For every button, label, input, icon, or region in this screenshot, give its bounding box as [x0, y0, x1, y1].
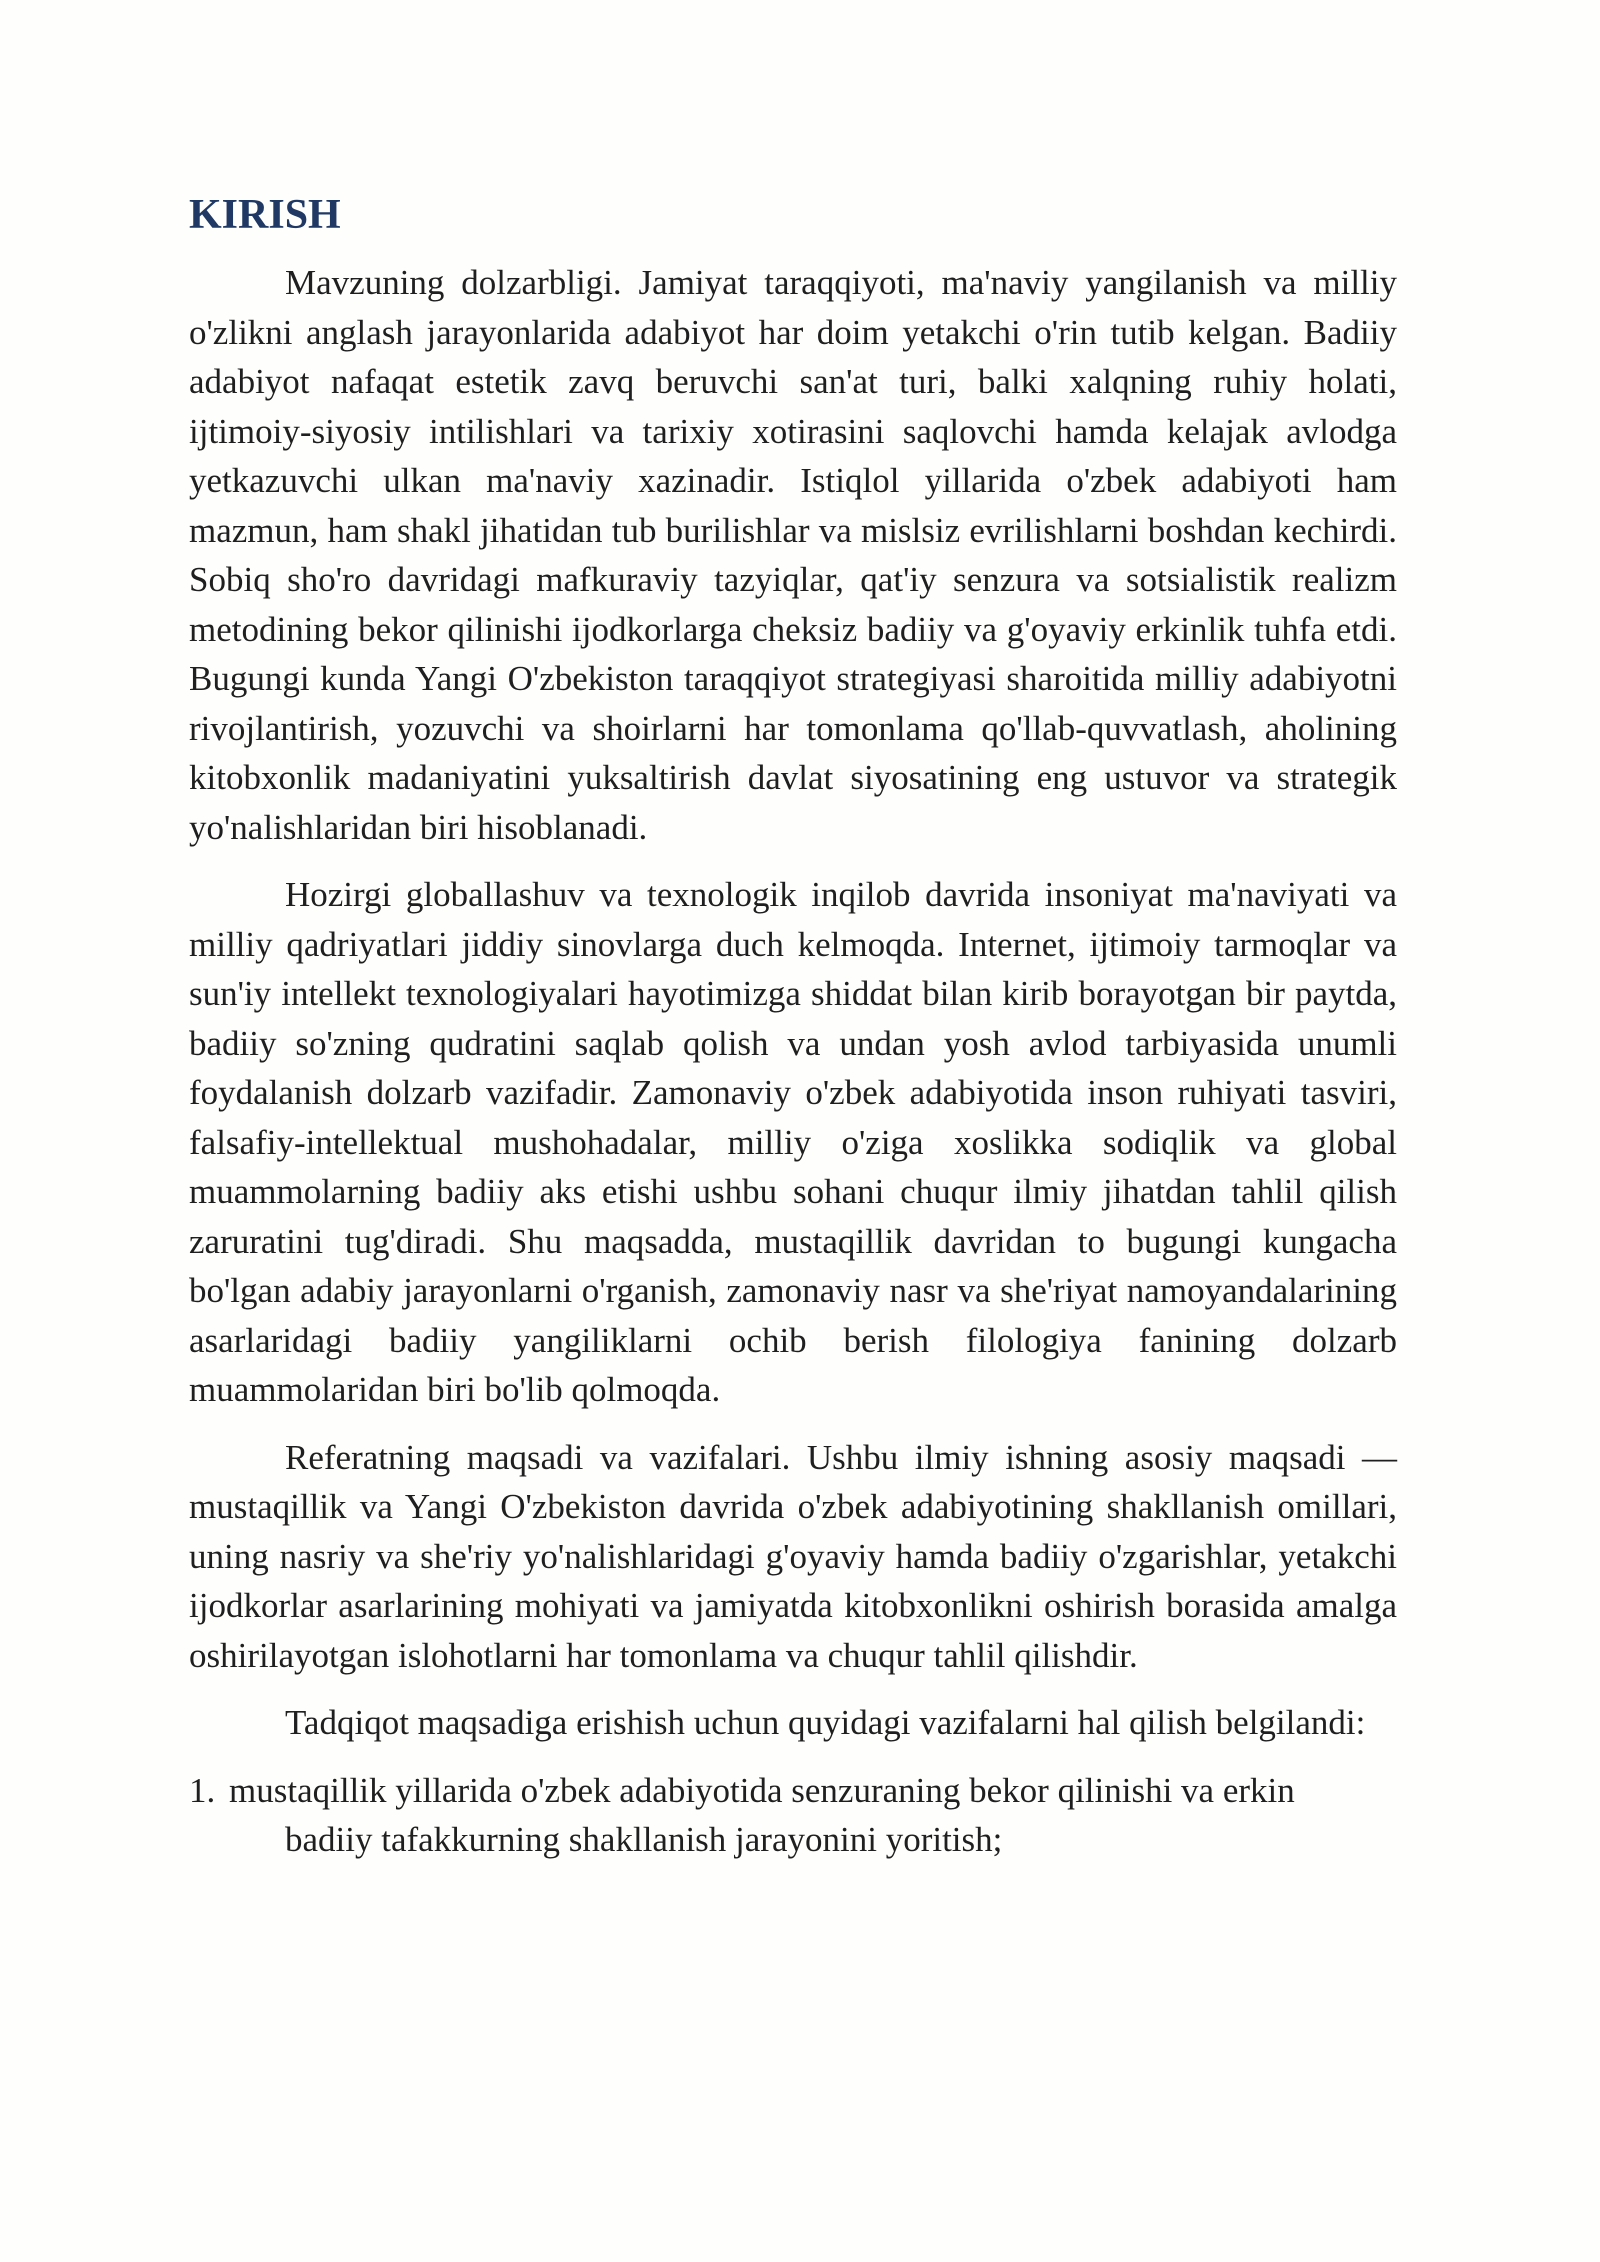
list-item-number: 1.	[189, 1770, 216, 1810]
section-heading: KIRISH	[189, 192, 341, 238]
list-item-line-1: mustaqillik yillarida o'zbek adabiyotida senzuraning bekor qilinishi va erkin	[229, 1770, 1295, 1810]
paragraph-goals: Referatning maqsadi va vazifalari. Ushbu ilmiy ishning asosiy maqsadi — mustaqillik va Yangi O'zbekiston davrida o'zbek adabiyotining shakllanish omillari, uning nasriy va she'riy yo'nalishlaridagi g'oyaviy hamda badiiy o'zgarishlar, yetakchi ijodkorlar asarlarining mohiyati va jamiyatda kitobxonlikni oshirish borasida amalga oshirilayotgan islohotlarni har tomonlama va chuqur tahlil qilishdir.	[189, 1437, 1397, 1675]
tasks-list	[189, 1766, 1397, 1865]
document-page	[189, 180, 1397, 1865]
list-item	[189, 1766, 1397, 1865]
paragraph-relevance: Mavzuning dolzarbligi. Jamiyat taraqqiyoti, ma'naviy yangilanish va milliy o'zlikni anglash jarayonlarida adabiyot har doim yetakchi o'rin tutib kelgan. Badiiy adabiyot nafaqat estetik zavq beruvchi san'at turi, balki xalqning ruhiy holati, ijtimoiy-siyosiy intilishlari va tarixiy xotirasini saqlovchi hamda kelajak avlodga yetkazuvchi ulkan ma'naviy xazinadir. Istiqlol yillarida o'zbek adabiyoti ham mazmun, ham shakl jihatidan tub burilishlar va mislsiz evrilishlarni boshdan kechirdi. Sobiq sho'ro davridagi mafkuraviy tazyiqlar, qat'iy senzura va sotsialistik realizm metodining bekor qilinishi ijodkorlarga cheksiz badiiy va g'oyaviy erkinlik tuhfa etdi. Bugungi kunda Yangi O'zbekiston taraqqiyot strategiyasi sharoitida milliy adabiyotni rivojlantirish, yozuvchi va shoirlarni har tomonlama qo'llab-quvvatlash, aholining kitobxonlik madaniyatini yuksaltirish davlat siyosatining eng ustuvor va strategik yo'nalishlaridan biri hisoblanadi.	[189, 263, 1397, 847]
list-item-text	[229, 1766, 1397, 1865]
list-item-line-2: badiiy tafakkurning shakllanish jarayonini yoritish;	[285, 1820, 1003, 1859]
paragraph-globalization: Hozirgi globallashuv va texnologik inqilob davrida insoniyat ma'naviyati va milliy qadriyatlari jiddiy sinovlarga duch kelmoqda. Internet, ijtimoiy tarmoqlar va sun'iy intellekt texnologiyalari hayotimizga shiddat bilan kirib borayotgan bir paytda, badiiy so'zning qudratini saqlab qolish va undan yosh avlod tarbiyasida unumli foydalanish dolzarb vazifadir. Zamonaviy o'zbek adabiyotida inson ruhiyati tasviri, falsafiy-intellektual mushohadalar, milliy o'ziga xoslikka sodiqlik va global muammolarning badiiy aks etishi ushbu sohani chuqur ilmiy jihatdan tahlil qilish zaruratini tug'diradi. Shu maqsadda, mustaqillik davridan to bugungi kungacha bo'lgan adabiy jarayonlarni o'rganish, zamonaviy nasr va she'riyat namoyandalarining asarlaridagi badiiy yangiliklarni ochib berish filologiya fanining dolzarb muammolaridan biri bo'lib qolmoqda.	[189, 875, 1397, 1409]
paragraph-tasks-intro: Tadqiqot maqsadiga erishish uchun quyidagi vazifalarni hal qilish belgilandi:	[285, 1703, 1366, 1742]
